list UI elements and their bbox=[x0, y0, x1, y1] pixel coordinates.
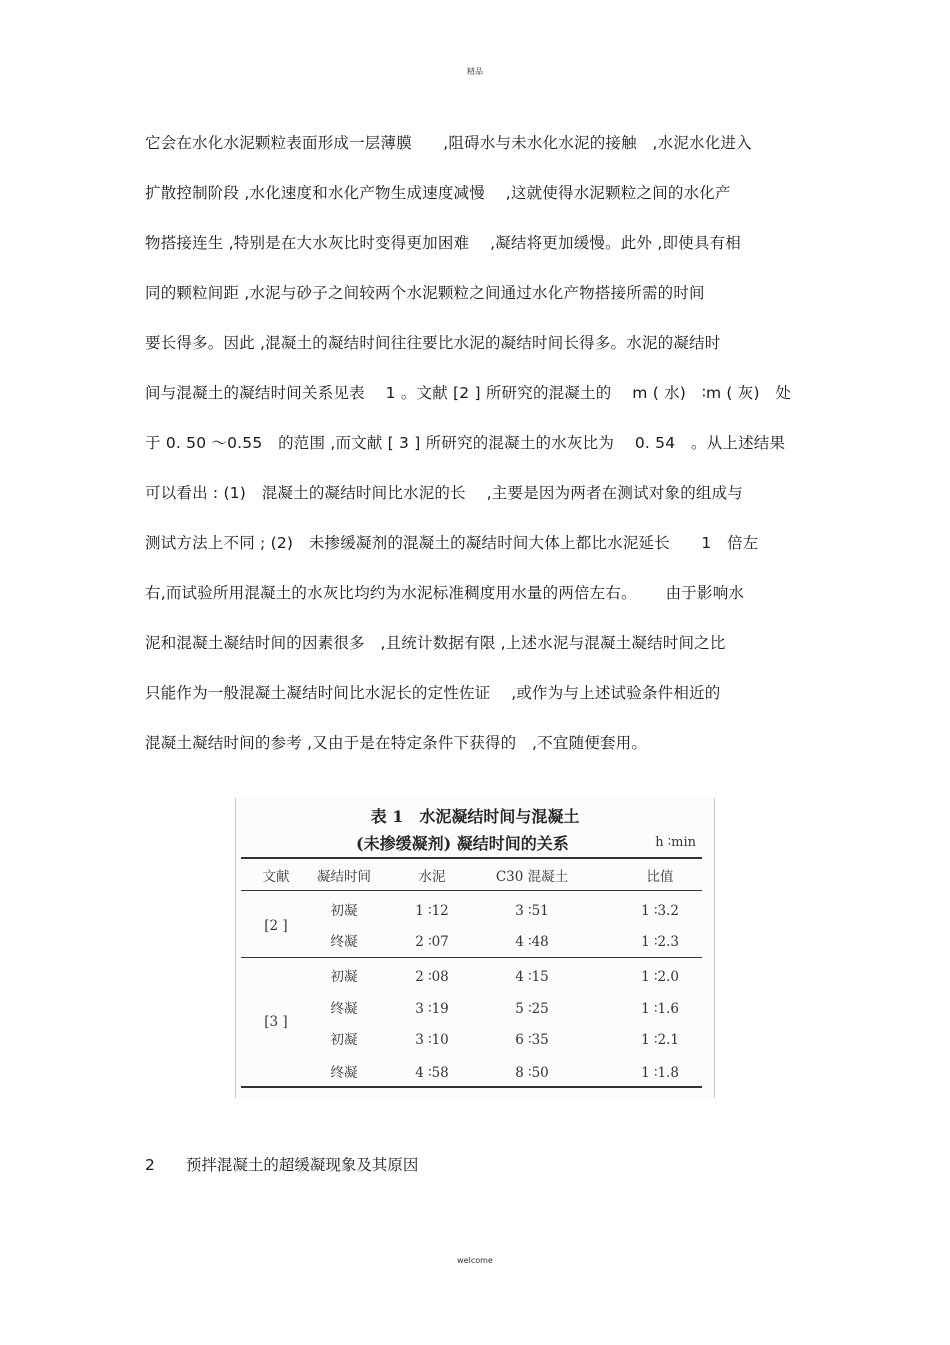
table-cell: 4 ∶48 bbox=[515, 934, 549, 950]
paragraph-line: 物搭接连生 ,特别是在大水灰比时变得更加困难 ,凝结将更加缓慢。此外 ,即使具有相 bbox=[145, 234, 741, 252]
table-header-cell: 水泥 bbox=[418, 869, 446, 885]
table-cell: 终凝 bbox=[330, 1001, 358, 1017]
table-cell: 1 ∶2.3 bbox=[641, 934, 679, 950]
table-cell: 1 ∶2.1 bbox=[641, 1032, 679, 1048]
paragraph-line: 扩散控制阶段 ,水化速度和水化产物生成速度减慢 ,这就使得水泥颗粒之间的水化产 bbox=[145, 184, 731, 202]
paragraph-line: 它会在水化水泥颗粒表面形成一层薄膜 ,阻碍水与未水化水泥的接触 ,水泥水化进入 bbox=[145, 134, 752, 152]
data-table bbox=[235, 798, 715, 1098]
table-cell: 2 ∶07 bbox=[415, 934, 449, 950]
table-cell: 1 ∶12 bbox=[415, 903, 449, 919]
table-cell: 终凝 bbox=[330, 1065, 358, 1081]
paragraph-line: 要长得多。因此 ,混凝土的凝结时间往往要比水泥的凝结时间长得多。水泥的凝结时 bbox=[145, 334, 721, 352]
table-caption-subtitle: (未掺缓凝剂) 凝结时间的关系 bbox=[356, 834, 569, 853]
paragraph-line: 间与混凝土的凝结时间关系见表 1 。文献 [2 ] 所研究的混凝土的 m ( 水) ∶m ( 灰) 处 bbox=[145, 384, 792, 402]
paragraph-line: 可以看出 : (1) 混凝土的凝结时间比水泥的长 ,主要是因为两者在测试对象的组成与 bbox=[145, 484, 743, 502]
paragraph-line: 测试方法上不同 ; (2) 未掺缓凝剂的混凝土的凝结时间大体上都比水泥延长 1 倍左 bbox=[145, 534, 759, 552]
table-header-cell: 凝结时间 bbox=[317, 869, 371, 885]
body-paragraph bbox=[145, 130, 825, 780]
table-header-cell: 文献 bbox=[262, 869, 290, 885]
table-ref-cell: [2 ] bbox=[264, 918, 288, 934]
table-rule bbox=[241, 957, 702, 958]
table-header-cell: 比值 bbox=[646, 869, 674, 885]
table-cell: 3 ∶19 bbox=[415, 1001, 449, 1017]
table-cell: 1 ∶3.2 bbox=[641, 903, 679, 919]
table-rule bbox=[241, 890, 702, 891]
table-cell: 8 ∶50 bbox=[515, 1065, 549, 1081]
table-cell: 3 ∶10 bbox=[415, 1032, 449, 1048]
table-cell: 终凝 bbox=[330, 934, 358, 950]
table-cell: 1 ∶1.8 bbox=[641, 1065, 679, 1081]
paragraph-line: 只能作为一般混凝土凝结时间比水泥长的定性佐证 ,或作为与上述试验条件相近的 bbox=[145, 684, 721, 702]
table-cell: 1 ∶1.6 bbox=[641, 1001, 679, 1017]
table-cell: 1 ∶2.0 bbox=[641, 969, 679, 985]
table-cell: 3 ∶51 bbox=[515, 903, 549, 919]
table-header-cell: C30 混凝土 bbox=[495, 869, 569, 885]
table-unit: h ∶min bbox=[655, 835, 696, 850]
paragraph-line: 同的颗粒间距 ,水泥与砂子之间较两个水泥颗粒之间通过水化产物搭接所需的时间 bbox=[145, 284, 705, 302]
table-cell: 初凝 bbox=[330, 903, 358, 919]
paragraph-line: 混凝土凝结时间的参考 ,又由于是在特定条件下获得的 ,不宜随便套用。 bbox=[145, 734, 648, 752]
table-cell: 2 ∶08 bbox=[415, 969, 449, 985]
table-rule bbox=[241, 857, 702, 859]
table-cell: 4 ∶15 bbox=[515, 969, 549, 985]
paragraph-line: 右,而试验所用混凝土的水灰比均约为水泥标准稠度用水量的两倍左右。 由于影响水 bbox=[145, 584, 745, 602]
table-caption: 表 1 水泥凝结时间与混凝土 bbox=[370, 807, 580, 826]
table-ref-cell: [3 ] bbox=[264, 1014, 288, 1030]
paragraph-line: 泥和混凝土凝结时间的因素很多 ,且统计数据有限 ,上述水泥与混凝土凝结时间之比 bbox=[145, 634, 726, 652]
table-cell: 4 ∶58 bbox=[415, 1065, 449, 1081]
table-cell: 初凝 bbox=[330, 969, 358, 985]
table-cell: 6 ∶35 bbox=[515, 1032, 549, 1048]
table-rule bbox=[241, 1086, 702, 1088]
page-header: 精品 bbox=[467, 67, 483, 76]
paragraph-line: 于 0. 50 ～0.55 的范围 ,而文献 [ 3 ] 所研究的混凝土的水灰比为 0. 54 。从上述结果 bbox=[145, 434, 786, 452]
section-heading: 2 预拌混凝土的超缓凝现象及其原因 bbox=[145, 1156, 419, 1174]
page-footer: welcome bbox=[457, 1256, 493, 1265]
table-cell: 5 ∶25 bbox=[515, 1001, 549, 1017]
table-cell: 初凝 bbox=[330, 1032, 358, 1048]
